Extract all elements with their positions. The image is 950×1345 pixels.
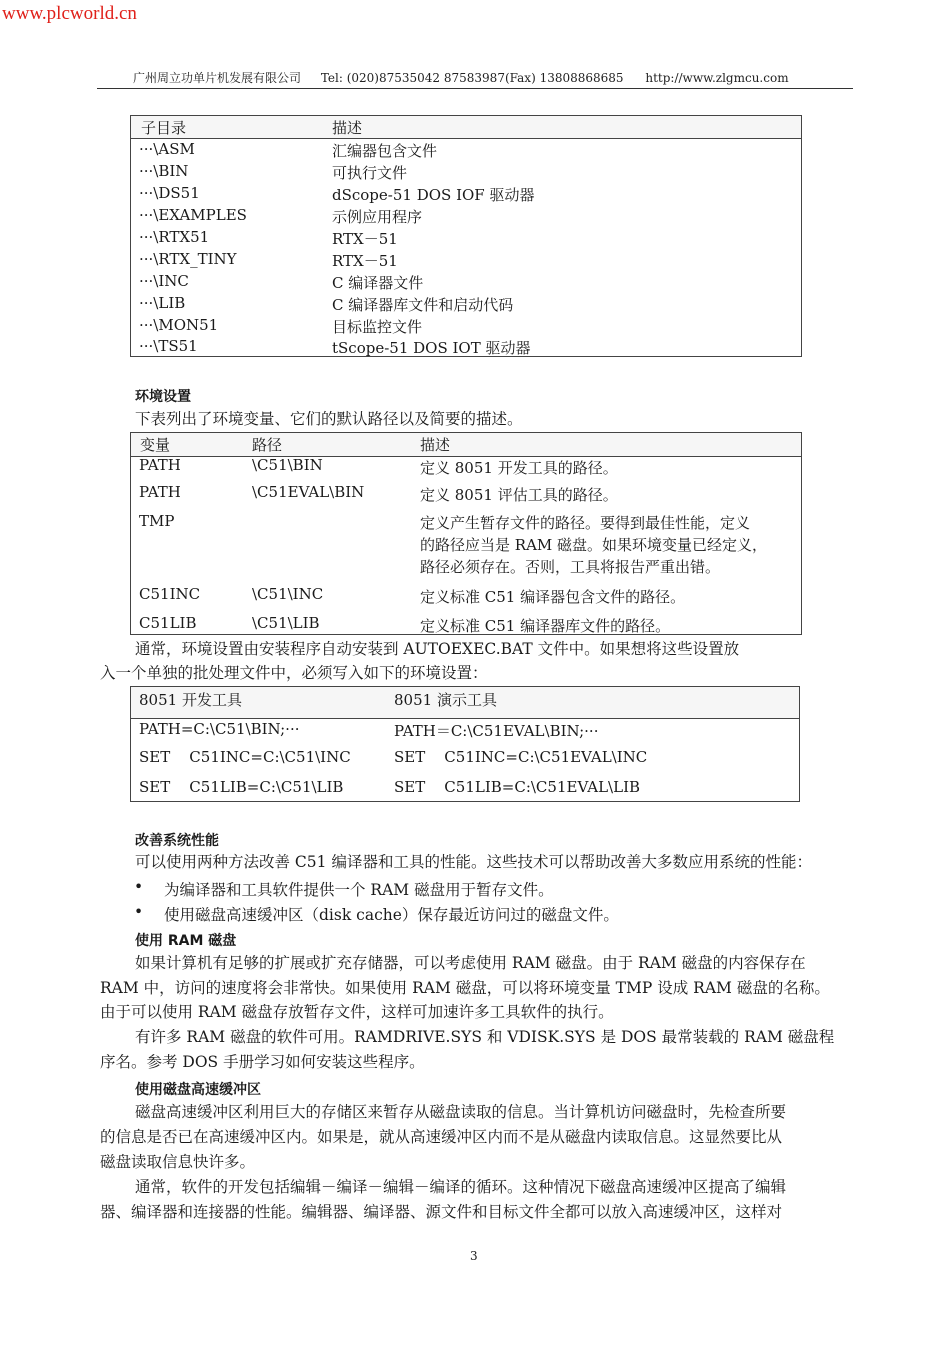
description-cell: 定义 8051 评估工具的路径。 <box>420 486 618 504</box>
env-table <box>130 432 802 635</box>
subdir-cell: ···\BIN <box>139 162 189 180</box>
column-header-variable: 变量 <box>140 436 171 454</box>
ram-paragraph-line: RAM 中，访问的速度将会非常快。如果使用 RAM 磁盘，可以将环境变量 TMP 设成 RAM 磁盘的名称。 <box>100 979 830 997</box>
description-cell: RTX－51 <box>332 230 398 248</box>
description-cell: tScope-51 DOS IOT 驱动器 <box>332 339 531 357</box>
column-header-dev-tools: 8051 开发工具 <box>139 691 242 709</box>
demo-tools-cell: SET C51INC=C:\C51EVAL\INC <box>394 748 648 766</box>
description-cell: C 编译器库文件和启动代码 <box>332 296 514 314</box>
dev-tools-cell: SET C51INC=C:\C51\INC <box>139 748 351 766</box>
description-cell: 目标监控文件 <box>332 318 423 336</box>
cache-heading: 使用磁盘高速缓冲区 <box>135 1082 261 1098</box>
dev-tools-cell: SET C51LIB=C:\C51\LIB <box>139 778 344 796</box>
description-cell: 汇编器包含文件 <box>332 142 438 160</box>
tools-table-header <box>131 687 799 719</box>
description-cell: RTX－51 <box>332 252 398 270</box>
cache-paragraph-line: 通常，软件的开发包括编辑－编译－编辑－编译的循环。这种情况下磁盘高速缓冲区提高了编辑 <box>135 1178 787 1196</box>
list-item-text: 使用磁盘高速缓冲区（disk cache）保存最近访问过的磁盘文件。 <box>164 906 619 924</box>
dev-tools-cell: PATH=C:\C51\BIN;··· <box>139 720 300 738</box>
demo-tools-cell: SET C51LIB=C:\C51EVAL\LIB <box>394 778 641 796</box>
ram-paragraph-line: 如果计算机有足够的扩展或扩充存储器，可以考虑使用 RAM 磁盘。由于 RAM 磁盘的内容保存在 <box>135 954 806 972</box>
column-header-subdir: 子目录 <box>141 119 187 137</box>
directory-table-header <box>131 116 801 139</box>
env-heading: 环境设置 <box>135 389 191 405</box>
ram-heading: 使用 RAM 磁盘 <box>135 933 237 949</box>
ram-paragraph-line: 有许多 RAM 磁盘的软件可用。RAMDRIVE.SYS 和 VDISK.SYS 是 DOS 最常装载的 RAM 磁盘程 <box>135 1028 835 1046</box>
list-item <box>134 903 619 925</box>
watermark-url: www.plcworld.cn <box>2 3 137 24</box>
description-cell: 定义产生暂存文件的路径。要得到最佳性能，定义 <box>420 514 751 532</box>
path-cell: \C51EVAL\BIN <box>252 483 365 501</box>
list-item <box>134 878 554 900</box>
column-header-path: 路径 <box>252 436 283 454</box>
cache-paragraph-line: 器、编译器和连接器的性能。编辑器、编译器、源文件和目标文件全都可以放入高速缓冲区，这样对 <box>100 1203 783 1221</box>
subdir-cell: ···\EXAMPLES <box>139 206 247 224</box>
env-paragraph-line: 入一个单独的批处理文件中，必须写入如下的环境设置： <box>100 664 488 682</box>
env-paragraph-line: 通常，环境设置由安装程序自动安装到 AUTOEXEC.BAT 文件中。如果想将这些设置放 <box>135 640 740 658</box>
description-cell: 可执行文件 <box>332 164 408 182</box>
description-cell: 示例应用程序 <box>332 208 423 226</box>
variable-cell: C51LIB <box>139 614 197 632</box>
path-cell: \C51\LIB <box>252 614 320 632</box>
page-number: 3 <box>470 1249 478 1263</box>
ram-paragraph-line: 序名。参考 DOS 手册学习如何安装这些程序。 <box>100 1053 425 1071</box>
subdir-cell: ···\RTX51 <box>139 228 210 246</box>
subdir-cell: ···\DS51 <box>139 184 200 202</box>
cache-paragraph-line: 磁盘读取信息快许多。 <box>100 1153 256 1171</box>
ram-paragraph-line: 由于可以使用 RAM 磁盘存放暂存文件，这样可加速许多工具软件的执行。 <box>100 1003 614 1021</box>
list-item-text: 为编译器和工具软件提供一个 RAM 磁盘用于暂存文件。 <box>164 881 554 899</box>
bullet-icon: • <box>134 878 144 896</box>
header-url: http://www.zlgmcu.com <box>645 71 789 85</box>
subdir-cell: ···\TS51 <box>139 337 198 355</box>
subdir-cell: ···\INC <box>139 272 189 290</box>
subdir-cell: ···\RTX_TINY <box>139 250 237 268</box>
demo-tools-cell: PATH＝C:\C51EVAL\BIN;··· <box>394 722 599 740</box>
header-tel: Tel: (020)87535042 87583987(Fax) 13808868685 <box>320 71 624 85</box>
subdir-cell: ···\MON51 <box>139 316 219 334</box>
env-intro: 下表列出了环境变量、它们的默认路径以及简要的描述。 <box>135 410 523 428</box>
perf-intro: 可以使用两种方法改善 C51 编译器和工具的性能。这些技术可以帮助改善大多数应用系统的性能： <box>135 853 812 871</box>
perf-heading: 改善系统性能 <box>135 833 219 849</box>
variable-cell: PATH <box>139 483 181 501</box>
variable-cell: C51INC <box>139 585 201 603</box>
description-cell: C 编译器文件 <box>332 274 424 292</box>
description-cell: 定义 8051 开发工具的路径。 <box>420 459 618 477</box>
description-cell: dScope-51 DOS IOF 驱动器 <box>332 186 535 204</box>
cache-paragraph-line: 的信息是否已在高速缓冲区内。如果是，就从高速缓冲区内而不是从磁盘内读取信息。这显然要比从 <box>100 1128 783 1146</box>
subdir-cell: ···\LIB <box>139 294 186 312</box>
description-cell: 定义标准 C51 编译器包含文件的路径。 <box>420 588 686 606</box>
tools-table <box>130 686 800 802</box>
description-cell: 定义标准 C51 编译器库文件的路径。 <box>420 617 671 635</box>
bullet-icon: • <box>134 903 144 921</box>
header-rule <box>97 88 853 89</box>
subdir-cell: ···\ASM <box>139 140 195 158</box>
column-header-description: 描述 <box>332 119 363 137</box>
description-cell: 路径必须存在。否则，工具将报告严重出错。 <box>420 558 721 576</box>
directory-table <box>130 115 802 357</box>
description-cell: 的路径应当是 RAM 磁盘。如果环境变量已经定义， <box>420 536 768 554</box>
cache-paragraph-line: 磁盘高速缓冲区利用巨大的存储区来暂存从磁盘读取的信息。当计算机访问磁盘时，先检查所要 <box>135 1103 787 1121</box>
variable-cell: TMP <box>139 512 175 530</box>
column-header-demo-tools: 8051 演示工具 <box>394 691 497 709</box>
env-table-header <box>131 433 801 457</box>
path-cell: \C51\BIN <box>252 456 323 474</box>
variable-cell: PATH <box>139 456 181 474</box>
column-header-description: 描述 <box>420 436 451 454</box>
page-header <box>133 69 833 86</box>
path-cell: \C51\INC <box>252 585 324 603</box>
header-company: 广州周立功单片机发展有限公司 <box>133 71 302 85</box>
